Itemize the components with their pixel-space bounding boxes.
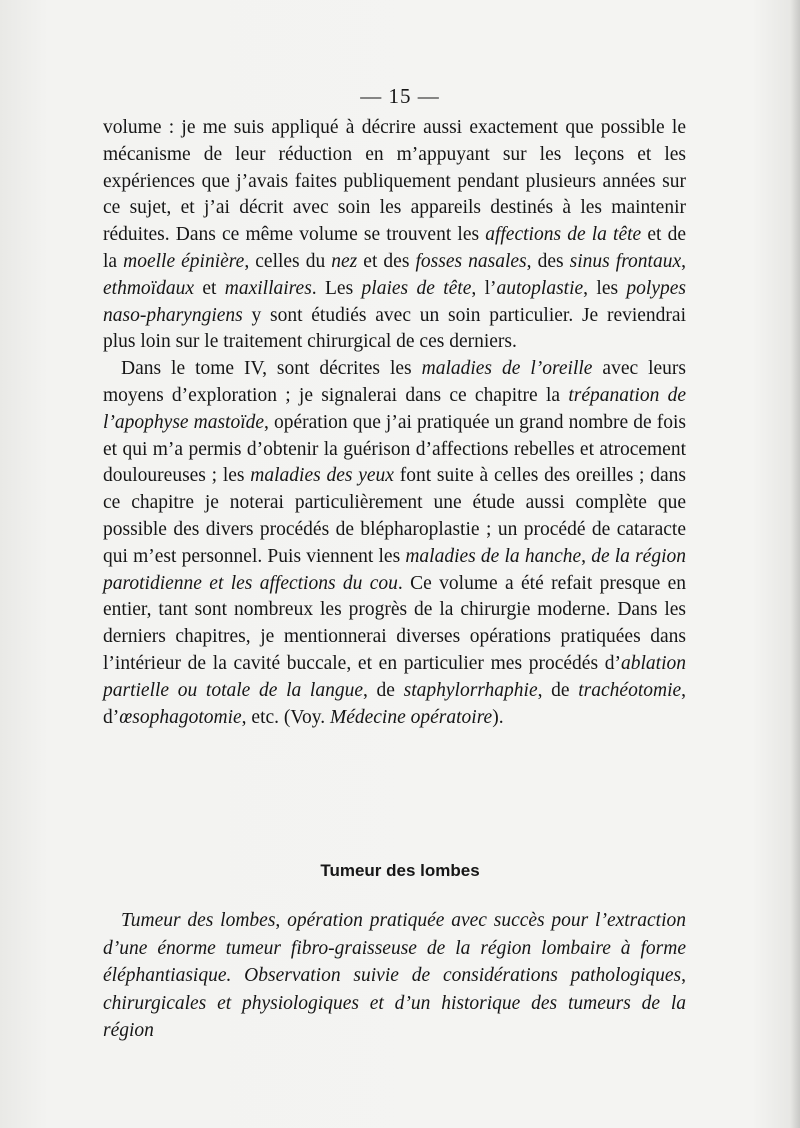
paragraph-volume-continuation bbox=[103, 115, 686, 356]
italic-text-run: polypes naso-pharyngiens bbox=[103, 277, 686, 326]
italic-text-run: moelle épinière bbox=[123, 250, 245, 272]
italic-text-run: nez bbox=[331, 250, 358, 272]
text-run: . Les bbox=[311, 277, 362, 299]
text-run: , bbox=[681, 965, 686, 986]
text-run: et bbox=[193, 277, 225, 299]
italic-text-run: Médecine opératoire bbox=[329, 706, 493, 728]
italic-text-run: opération pratiquée avec succès pour l’extraction d’une énorme tumeur fibro-graisseuse de la région lombaire à forme éléphantiasique. Observation suivie de considérations pathologiques bbox=[103, 910, 687, 986]
italic-text-run: staphylorrhaphie bbox=[403, 679, 538, 701]
body-text-top bbox=[103, 115, 686, 731]
text-run: , etc. (Voy. bbox=[241, 706, 330, 728]
italic-text-run: plaies de tête bbox=[361, 277, 472, 299]
paragraph-tumeur-description bbox=[103, 907, 686, 1045]
text-run: , de bbox=[537, 679, 579, 701]
text-run: , bbox=[275, 910, 288, 931]
text-run: , celles du bbox=[244, 250, 332, 272]
italic-text-run: chirurgicales et physiologiques et d’un historique des tumeurs de la région bbox=[103, 992, 686, 1041]
text-run: , des bbox=[526, 250, 570, 272]
page-number: — 15 — bbox=[360, 84, 440, 108]
text-run: , de bbox=[363, 679, 404, 701]
text-run: y sont étudiés avec un soin particulier. Je reviendrai plus loin sur le traitement chirurgical de ces derniers. bbox=[103, 304, 686, 353]
text-run: font suite à celles des oreilles ; dans ce chapitre je noterai particulièrement une étude aussi complète que possible des divers procédés de blépharoplastie ; un procédé de cataracte qui m’est personnel. Puis viennent les bbox=[103, 465, 686, 567]
italic-text-run: ablation partielle ou totale de la langue bbox=[103, 652, 686, 701]
text-run: , l’ bbox=[471, 277, 497, 299]
italic-text-run: trachéotomie bbox=[578, 679, 682, 701]
text-run: , bbox=[681, 250, 687, 272]
paragraph-tome-iv bbox=[103, 356, 686, 731]
text-run: ). bbox=[492, 706, 504, 728]
section-heading: Tumeur des lombes bbox=[320, 861, 480, 880]
text-run: et des bbox=[357, 250, 416, 272]
italic-text-run: maladies de la hanche bbox=[405, 545, 582, 567]
italic-text-run: ethmoïdaux bbox=[103, 277, 194, 299]
italic-text-run: maladies des yeux bbox=[250, 465, 394, 487]
italic-text-run: maladies de l’oreille bbox=[421, 358, 593, 380]
text-run: , bbox=[581, 545, 592, 567]
italic-text-run: de la région parotidienne et les affections du cou bbox=[103, 545, 687, 594]
italic-text-run: Tumeur des lombes bbox=[121, 910, 276, 931]
text-run: volume : je me suis appliqué à décrire aussi exactement que possible le mécanisme de leur réduction en m’appuyant sur les leçons et les expériences que j’avais faites publiquement pendant plusieurs années sur ce sujet, et j’ai décrit avec soin les appareils destinés à les maintenir réduites. Dans ce même volume se trouvent les bbox=[103, 117, 686, 246]
text-run: , d’ bbox=[103, 679, 687, 728]
text-run: , opération que j’ai pratiquée un grand nombre de fois et qui m’a permis d’obtenir la guérison d’affections rebelles et atrocement douloureuses ; les bbox=[103, 411, 686, 487]
text-run: Dans le tome IV, sont décrites les bbox=[121, 358, 422, 380]
text-run: . Ce volume a été refait presque en entier, tant sont nombreux les progrès de la chirurgie moderne. Dans les derniers chapitres, je mentionnerai diverses opérations pratiquées dans l’intérieur de la cavité buccale, et en particulier mes procédés d’ bbox=[103, 572, 686, 674]
italic-text-run: autoplastie bbox=[496, 277, 584, 299]
italic-text-run: sinus frontaux bbox=[569, 250, 682, 272]
italic-text-run: trépanation de l’apophyse mastoïde bbox=[103, 384, 686, 433]
italic-text-run: affections de la tête bbox=[485, 224, 642, 246]
text-run: , les bbox=[583, 277, 627, 299]
page-spine-shadow bbox=[790, 0, 800, 1128]
italic-text-run: maxillaires bbox=[224, 277, 312, 299]
text-run: et de la bbox=[103, 224, 686, 272]
text-run: avec leurs moyens d’exploration ; je signalerai dans ce chapitre la bbox=[103, 358, 686, 406]
body-text-bottom bbox=[103, 907, 686, 1045]
italic-text-run: fosses nasales bbox=[415, 250, 527, 272]
italic-text-run: œsophagotomie bbox=[119, 706, 242, 728]
